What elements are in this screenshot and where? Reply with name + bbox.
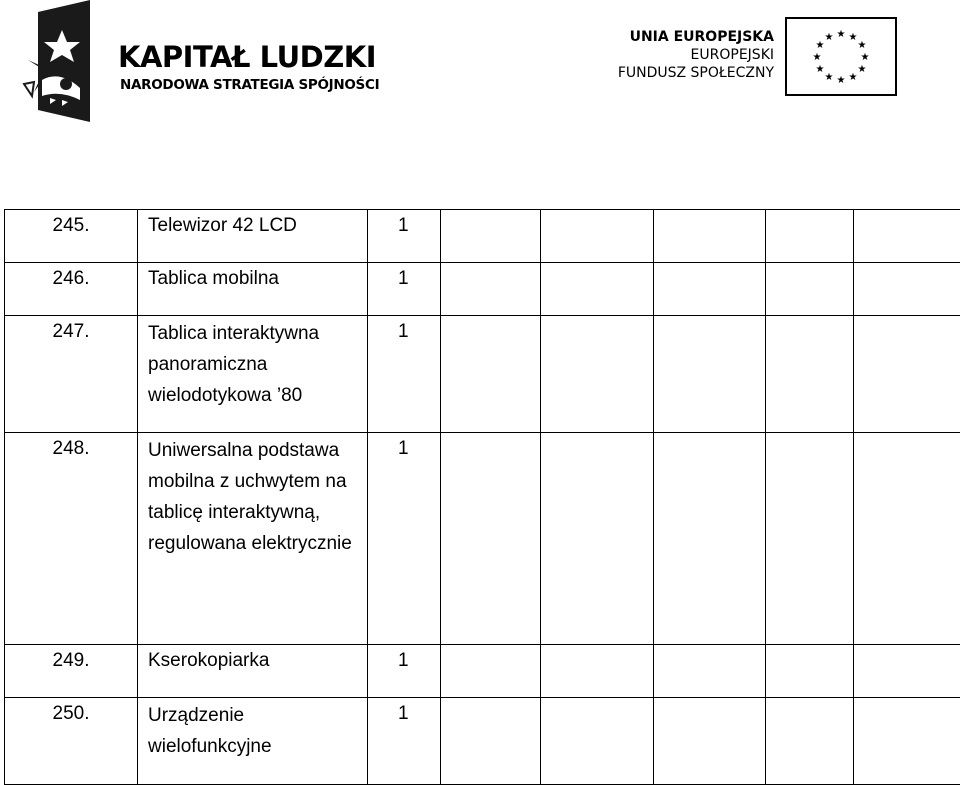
item-name: Tablica mobilna — [138, 263, 368, 316]
item-quantity: 1 — [368, 210, 441, 263]
item-quantity: 1 — [368, 433, 441, 645]
item-quantity: 1 — [368, 316, 441, 433]
svg-text:★: ★ — [849, 72, 858, 83]
equipment-table — [4, 209, 960, 785]
item-name: Tablica interaktywna panoramiczna wielodotykowa ’80 — [138, 316, 368, 433]
row-number: 247. — [5, 316, 138, 433]
eu-line-3: FUNDUSZ SPOŁECZNY — [612, 64, 774, 82]
empty-cell — [541, 645, 654, 698]
empty-cell — [541, 698, 654, 785]
table-row — [5, 433, 960, 645]
empty-cell — [854, 263, 960, 316]
svg-text:★: ★ — [861, 52, 870, 63]
svg-text:★: ★ — [825, 32, 834, 43]
svg-text:★: ★ — [858, 64, 867, 75]
eu-logo-text — [612, 28, 774, 82]
empty-cell — [766, 263, 854, 316]
empty-cell — [654, 210, 766, 263]
logo-title: KAPITAŁ LUDZKI — [118, 40, 376, 74]
item-name: Kserokopiarka — [138, 645, 368, 698]
eu-flag-icon — [785, 17, 897, 96]
svg-text:★: ★ — [825, 72, 834, 83]
empty-cell — [854, 210, 960, 263]
empty-cell — [541, 263, 654, 316]
svg-text:★: ★ — [849, 32, 858, 43]
empty-cell — [766, 210, 854, 263]
empty-cell — [441, 698, 541, 785]
empty-cell — [441, 316, 541, 433]
empty-cell — [766, 316, 854, 433]
item-quantity: 1 — [368, 698, 441, 785]
row-number: 246. — [5, 263, 138, 316]
empty-cell — [541, 433, 654, 645]
table-row — [5, 645, 960, 698]
empty-cell — [541, 210, 654, 263]
empty-cell — [441, 210, 541, 263]
empty-cell — [654, 645, 766, 698]
table-row — [5, 263, 960, 316]
row-number: 245. — [5, 210, 138, 263]
row-number: 248. — [5, 433, 138, 645]
svg-text:★: ★ — [837, 75, 846, 86]
empty-cell — [654, 698, 766, 785]
eu-line-1: UNIA EUROPEJSKA — [612, 28, 774, 46]
row-number: 249. — [5, 645, 138, 698]
empty-cell — [766, 698, 854, 785]
empty-cell — [654, 263, 766, 316]
empty-cell — [541, 316, 654, 433]
empty-cell — [766, 645, 854, 698]
item-quantity: 1 — [368, 263, 441, 316]
svg-text:★: ★ — [813, 52, 822, 63]
empty-cell — [654, 316, 766, 433]
table-row — [5, 210, 960, 263]
item-name: Uniwersalna podstawa mobilna z uchwytem na tablicę interaktywną, regulowana elektrycznie — [138, 433, 368, 645]
item-quantity: 1 — [368, 645, 441, 698]
svg-text:★: ★ — [837, 29, 846, 40]
empty-cell — [441, 433, 541, 645]
empty-cell — [854, 316, 960, 433]
empty-cell — [766, 433, 854, 645]
empty-cell — [854, 698, 960, 785]
empty-cell — [654, 433, 766, 645]
empty-cell — [441, 263, 541, 316]
svg-text:★: ★ — [816, 40, 825, 51]
table-row — [5, 698, 960, 785]
empty-cell — [854, 645, 960, 698]
document-header — [0, 0, 960, 130]
table-row — [5, 316, 960, 433]
row-number: 250. — [5, 698, 138, 785]
eu-line-2: EUROPEJSKI — [612, 46, 774, 64]
svg-text:★: ★ — [816, 64, 825, 75]
empty-cell — [854, 433, 960, 645]
item-name: Telewizor 42 LCD — [138, 210, 368, 263]
logo-subtitle: NARODOWA STRATEGIA SPÓJNOŚCI — [120, 77, 379, 93]
svg-text:★: ★ — [858, 40, 867, 51]
item-name: Urządzenie wielofunkcyjne — [138, 698, 368, 785]
empty-cell — [441, 645, 541, 698]
